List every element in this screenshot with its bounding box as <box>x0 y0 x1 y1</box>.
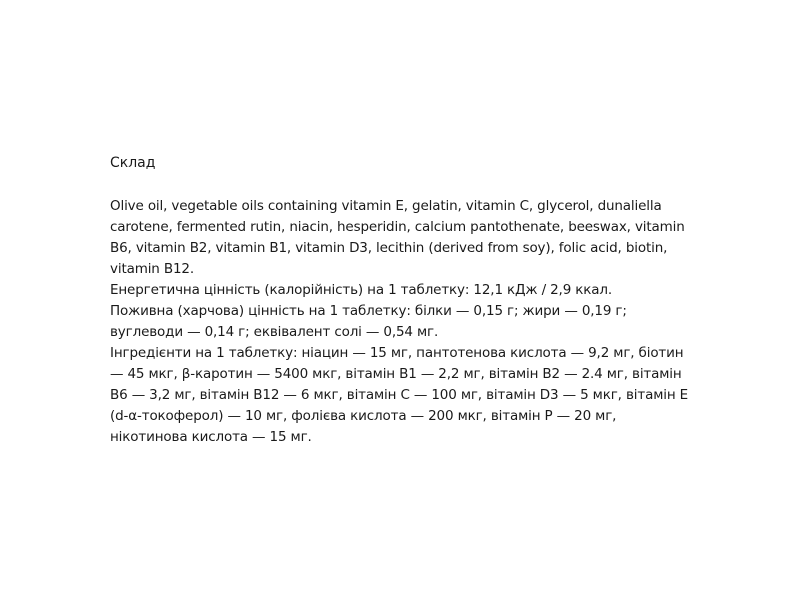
composition-section <box>110 153 695 448</box>
section-title: Склад <box>110 155 156 171</box>
nutrition-value-paragraph: Поживна (харчова) цінність на 1 таблетку: білки — 0,15 г; жири — 0,19 г; вуглеводи — 0,14 г; еквівалент солі — 0,54 мг. <box>110 303 627 340</box>
ingredients-paragraph: Olive oil, vegetable oils containing vitamin E, gelatin, vitamin C, glycerol, dunaliella carotene, fermented rutin, niacin, hesperidin, calcium pantothenate, beeswax, vitamin B6, vitamin B2, vitamin B1, vitamin D3, lecithin (derived from soy), folic acid, biotin, vitamin B12. <box>110 198 685 277</box>
composition-text <box>110 196 695 448</box>
per-tablet-ingredients-paragraph: Інгредієнти на 1 таблетку: ніацин — 15 мг, пантотенова кислота — 9,2 мг, біотин — 45 мкг, β-каротин — 5400 мкг, вітамін B1 — 2,2 мг, вітамін B2 — 2.4 мг, вітамін B6 — 3,2 мг, вітамін B12 — 6 мкг, вітамін C — 100 мг, вітамін D3 — 5 мкг, вітамін E (d-α-токоферол) — 10 мг, фолієва кислота — 200 мкг, вітамін P — 20 мг, нікотинова кислота — 15 мг. <box>110 345 689 445</box>
energy-value-paragraph: Енергетична цінність (калорійність) на 1 таблетку: 12,1 кДж / 2,9 ккал. <box>110 282 613 298</box>
